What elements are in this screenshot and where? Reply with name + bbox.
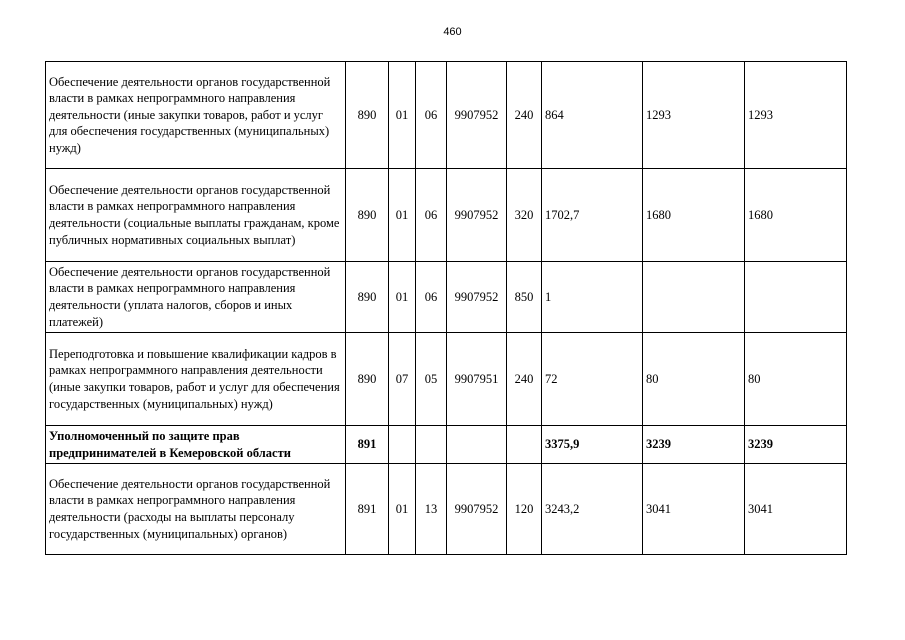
row-description: Обеспечение деятельности органов государственной власти в рамках непрограммного направления деятельности (иные закупки товаров, работ и услуг для обеспечения государственных (муниципальных) нужд) <box>46 62 346 169</box>
row-description: Обеспечение деятельности органов государственной власти в рамках непрограммного направления деятельности (социальные выплаты гражданам, кроме публичных нормативных социальных выплат) <box>46 169 346 262</box>
subsection-code: 05 <box>416 333 447 426</box>
ministry-code: 891 <box>346 464 389 555</box>
section-code: 01 <box>389 262 416 333</box>
row-description: Уполномоченный по защите прав предпринимателей в Кемеровской области <box>46 426 346 464</box>
expense-type-code: 850 <box>507 262 542 333</box>
section-code: 07 <box>389 333 416 426</box>
sum-year-3: 1293 <box>745 62 847 169</box>
target-article-code: 9907951 <box>447 333 507 426</box>
sum-year-3: 3239 <box>745 426 847 464</box>
row-description: Обеспечение деятельности органов государственной власти в рамках непрограммного направления деятельности (расходы на выплаты персоналу государственных (муниципальных) органов) <box>46 464 346 555</box>
sum-year-2: 3041 <box>643 464 745 555</box>
section-code: 01 <box>389 169 416 262</box>
sum-year-2 <box>643 262 745 333</box>
target-article-code: 9907952 <box>447 262 507 333</box>
sum-year-3: 1680 <box>745 169 847 262</box>
table-row <box>46 262 847 333</box>
sum-year-2: 1680 <box>643 169 745 262</box>
row-description: Переподготовка и повышение квалификации кадров в рамках непрограммного направления деятельности (иные закупки товаров, работ и услуг для обеспечения государственных (муниципальных) нужд) <box>46 333 346 426</box>
sum-year-2: 1293 <box>643 62 745 169</box>
ministry-code: 890 <box>346 262 389 333</box>
section-code: 01 <box>389 62 416 169</box>
expense-type-code: 240 <box>507 333 542 426</box>
subsection-code: 06 <box>416 62 447 169</box>
sum-year-1: 1 <box>542 262 643 333</box>
table-row <box>46 169 847 262</box>
expense-type-code: 320 <box>507 169 542 262</box>
table-row <box>46 333 847 426</box>
expense-type-code <box>507 426 542 464</box>
sum-year-1: 864 <box>542 62 643 169</box>
ministry-code: 891 <box>346 426 389 464</box>
subsection-code: 13 <box>416 464 447 555</box>
sum-year-2: 80 <box>643 333 745 426</box>
sum-year-1: 1702,7 <box>542 169 643 262</box>
table-body <box>46 62 847 555</box>
row-description: Обеспечение деятельности органов государственной власти в рамках непрограммного направления деятельности (уплата налогов, сборов и иных платежей) <box>46 262 346 333</box>
sum-year-1: 3243,2 <box>542 464 643 555</box>
target-article-code <box>447 426 507 464</box>
expense-type-code: 120 <box>507 464 542 555</box>
table-row <box>46 464 847 555</box>
section-code <box>389 426 416 464</box>
target-article-code: 9907952 <box>447 169 507 262</box>
table-row-section-total <box>46 426 847 464</box>
sum-year-3: 80 <box>745 333 847 426</box>
subsection-code: 06 <box>416 262 447 333</box>
budget-table <box>45 61 847 555</box>
subsection-code: 06 <box>416 169 447 262</box>
page-number: 460 <box>443 26 462 38</box>
target-article-code: 9907952 <box>447 464 507 555</box>
ministry-code: 890 <box>346 169 389 262</box>
sum-year-3 <box>745 262 847 333</box>
expense-type-code: 240 <box>507 62 542 169</box>
ministry-code: 890 <box>346 333 389 426</box>
sum-year-3: 3041 <box>745 464 847 555</box>
sum-year-1: 72 <box>542 333 643 426</box>
table-row <box>46 62 847 169</box>
target-article-code: 9907952 <box>447 62 507 169</box>
subsection-code <box>416 426 447 464</box>
ministry-code: 890 <box>346 62 389 169</box>
sum-year-2: 3239 <box>643 426 745 464</box>
section-code: 01 <box>389 464 416 555</box>
sum-year-1: 3375,9 <box>542 426 643 464</box>
